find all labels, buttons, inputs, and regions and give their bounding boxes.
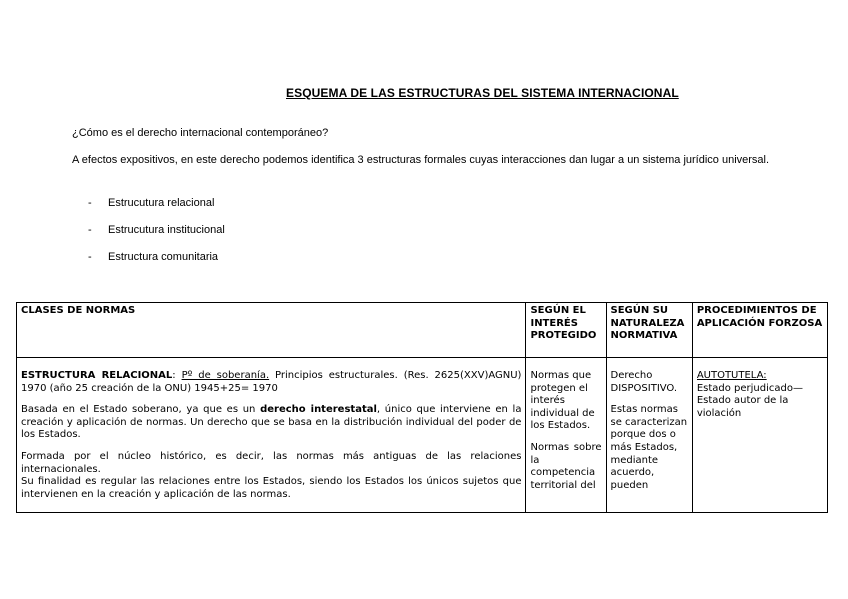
cell-clases-de-normas [17,358,526,513]
header-naturaleza-normativa: SEGÚN SU NATURALEZA NORMATIVA [606,303,692,358]
list-item [88,224,225,251]
structure-name: ESTRUCTURA RELACIONAL [21,370,173,381]
agreement-paragraph: Estas normas se caracterizan porque dos o más Estados, mediante acuerdo, pueden [610,404,688,491]
interstate-term: derecho interestatal [260,404,377,416]
list-item-text: Estructura comunitaria [108,251,219,263]
cell-aplicacion-forzosa [692,358,827,513]
cell-content [697,370,823,506]
question-text: ¿Cómo es el derecho internacional contemporáneo? [72,127,329,139]
text-run: , único que interviene en la creación y aplicación de normas. Un derecho que se basa en la distribución individual del poder de los Estados. [21,404,522,441]
structure-heading-paragraph [21,370,521,395]
cell-interes-protegido [526,358,606,513]
historic-core-paragraph: Formada por el núcleo histórico, es decir, las normas más antiguas de las relaciones internacionales. [21,450,522,475]
principles-text: Principios estructurales. (Res. 2625(XXV)AGNU) 1970 (año 25 creación de la ONU) 1945+25= 1970 [21,370,522,394]
header-clases-de-normas: CLASES DE NORMAS [17,303,526,358]
cell-naturaleza-normativa [606,358,692,513]
list-dash: - [88,251,92,263]
interest-paragraph: Normas que protegen el interés individual de los Estados. [530,370,595,432]
autotutela-label: AUTOTUTELA: [696,370,767,381]
competence-paragraph: Normas sobre la competencia territorial del [530,441,602,491]
list-item-text: Estrucutura institucional [108,224,225,236]
list-dash: - [88,224,92,236]
text-run: Basada en el Estado soberano, ya que es un [21,404,261,416]
purpose-paragraph: Su finalidad es regular las relaciones entre los Estados, siendo los Estados los únicos sujetos que intervienen en la creación y aplicación de las normas. [21,476,522,500]
interstate-paragraph [21,404,521,442]
norms-table [16,302,828,513]
table-row [17,358,828,513]
table-header-row [17,303,828,358]
document-title: ESQUEMA DE LAS ESTRUCTURAS DEL SISTEMA INTERNACIONAL [286,86,679,100]
list-item-text: Estrucutura relacional [108,197,215,209]
header-interes-protegido: SEGÚN EL INTERÉS PROTEGIDO [526,303,606,358]
structures-list [88,197,225,278]
cell-content [530,370,601,506]
cell-content [611,370,688,506]
list-dash: - [88,197,92,209]
cell-content [21,370,521,506]
colon: : [172,370,182,381]
intro-paragraph: A efectos expositivos, en este derecho podemos identifica 3 estructuras formales cuyas interacciones dan lugar a un sistema jurídico universal. [72,154,770,166]
dispositive-paragraph: Derecho DISPOSITIVO. [610,370,678,394]
sovereignty-principle: Pº de soberanía. [181,370,270,381]
autotutela-text: Estado perjudicado—Estado autor de la violación [696,382,803,419]
list-item [88,251,225,278]
list-item [88,197,225,224]
header-aplicacion-forzosa: PROCEDIMIENTOS DE APLICACIÓN FORZOSA [692,303,827,358]
